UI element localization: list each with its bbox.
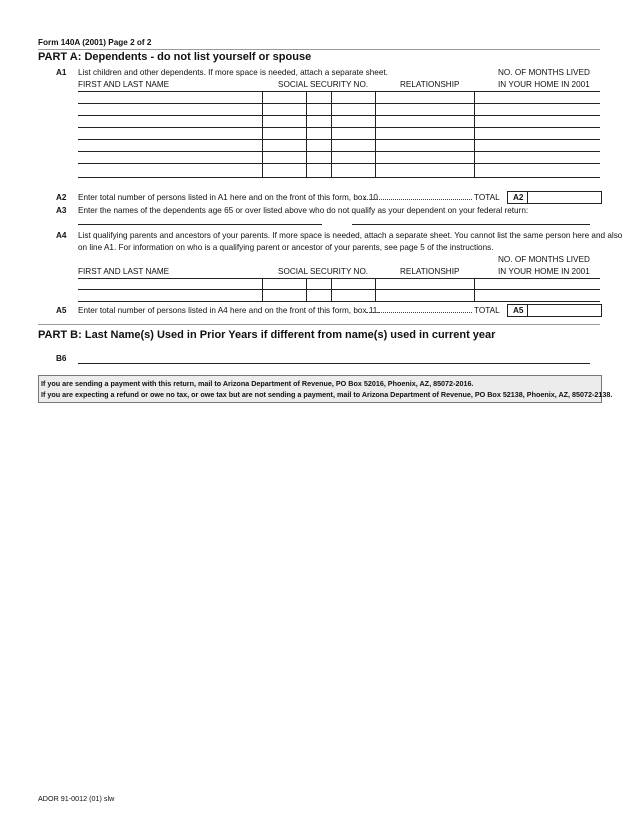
table-row[interactable] <box>78 177 600 178</box>
table-row[interactable] <box>78 301 600 302</box>
table-row[interactable] <box>78 127 600 128</box>
a4-col-relationship: RELATIONSHIP <box>400 267 460 276</box>
a2-text: Enter total number of persons listed in A1 here and on the front of this form, box 10 <box>78 193 378 202</box>
a5-leader-dots <box>366 304 472 313</box>
table-row[interactable] <box>78 163 600 164</box>
a4-col-ssn: SOCIAL SECURITY NO. <box>278 267 369 276</box>
form-footer: ADOR 91-0012 (01) slw <box>38 794 115 803</box>
a3-name-line-1[interactable] <box>78 224 322 225</box>
table-row[interactable] <box>78 115 600 116</box>
a5-total-label: TOTAL <box>474 306 500 315</box>
a5-box-label: A5 <box>513 306 524 315</box>
a3-text: Enter the names of the dependents age 65 or over listed above who do not qualify as your dependent on your federal return: <box>78 206 529 215</box>
notice-line1: If you are sending a payment with this return, mail to Arizona Department of Revenue, PO Box 52016, Phoenix, AZ, 85072-2016. <box>41 379 474 388</box>
a4-text-line1: List qualifying parents and ancestors of your parents. If more space is needed, attach a separate sheet. You cannot list the same person here and also <box>78 231 623 240</box>
table-row[interactable] <box>78 103 600 104</box>
a3-code: A3 <box>56 206 67 215</box>
a4-months-header: NO. OF MONTHS LIVED <box>498 255 590 264</box>
a5-code: A5 <box>56 306 67 315</box>
a4-code: A4 <box>56 231 67 240</box>
part-a-title: PART A: Dependents - do not list yourself or spouse <box>38 51 312 63</box>
a1-col-relationship: RELATIONSHIP <box>400 80 460 89</box>
part-b-title: PART B: Last Name(s) Used in Prior Years if different from name(s) used in current year <box>38 329 496 341</box>
form-header: Form 140A (2001) Page 2 of 2 <box>38 38 152 47</box>
table-row[interactable] <box>78 139 600 140</box>
a2-code: A2 <box>56 193 67 202</box>
a2-leader-dots <box>364 191 472 200</box>
a4-text-line2: on line A1. For information on who is a qualifying parent or ancestor of your parents, see page 5 of the instructions. <box>78 243 494 252</box>
a2-box-label: A2 <box>513 193 524 202</box>
a2-total-label: TOTAL <box>474 193 500 202</box>
notice-line2: If you are expecting a refund or owe no tax, or owe tax but are not sending a payment, mail to Arizona Department of Revenue, PO Box 52138, Phoenix, AZ, 85072-2138. <box>41 390 613 399</box>
a4-col-name: FIRST AND LAST NAME <box>78 267 170 276</box>
header-divider <box>38 49 600 50</box>
a4-col-months: IN YOUR HOME IN 2001 <box>498 267 590 276</box>
section-divider <box>38 324 600 325</box>
a1-col-months: IN YOUR HOME IN 2001 <box>498 80 590 89</box>
b6-code: B6 <box>56 354 67 363</box>
a1-code: A1 <box>56 68 67 77</box>
table-row[interactable] <box>78 151 600 152</box>
a1-col-ssn: SOCIAL SECURITY NO. <box>278 80 369 89</box>
b6-prior-names-line[interactable] <box>78 363 590 364</box>
a5-text: Enter total number of persons listed in A4 here and on the front of this form, box 11. <box>78 306 380 315</box>
a1-months-header: NO. OF MONTHS LIVED <box>498 68 590 77</box>
a1-col-name: FIRST AND LAST NAME <box>78 80 170 89</box>
mailing-notice <box>38 375 613 403</box>
a3-name-line-2[interactable] <box>352 224 590 225</box>
a1-text: List children and other dependents. If more space is needed, attach a separate sheet. <box>78 68 388 77</box>
table-row[interactable] <box>78 289 600 290</box>
